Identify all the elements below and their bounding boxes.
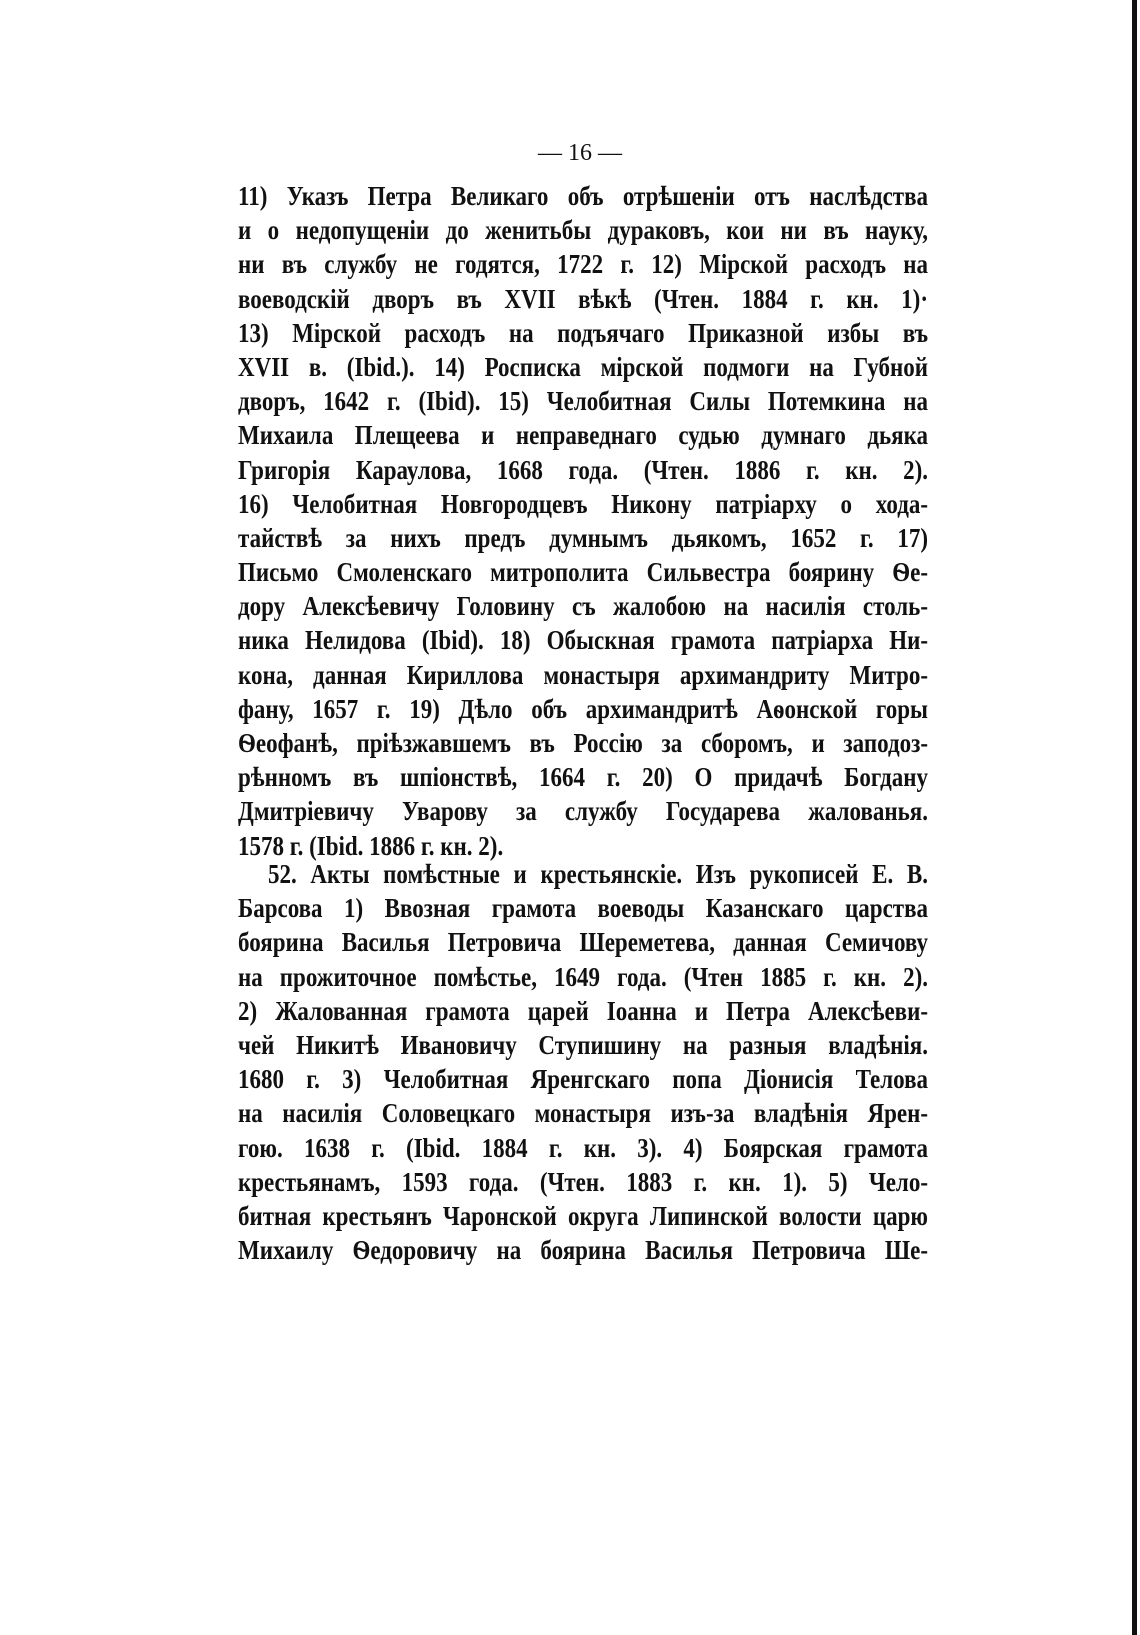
text-line: гою. 1638 г. (Ibid. 1884 г. кн. 3). 4) Боярская грамота bbox=[238, 1133, 928, 1163]
text-line: на насилія Соловецкаго монастыря изъ-за владѣнія Ярен- bbox=[238, 1098, 928, 1129]
text-line: 1680 г. 3) Челобитная Яренгскаго попа Діонисія Телова bbox=[238, 1064, 928, 1095]
text-line: дворъ, 1642 г. (Ibid). 15) Челобитная Силы Потемкина на bbox=[238, 386, 928, 417]
text-line: 2) Жалованная грамота царей Іоанна и Петра Алексѣеви- bbox=[238, 996, 928, 1026]
text-line: чей Никитѣ Ивановичу Ступишину на разныя владѣнія. bbox=[238, 1030, 928, 1061]
text-line: 13) Мірской расходъ на подъячаго Приказной избы въ bbox=[238, 318, 928, 348]
text-line: боярина Василья Петровича Шереметева, данная Семичову bbox=[238, 928, 928, 958]
text-line: Письмо Смоленскаго митрополита Сильвестра боярину Ѳе- bbox=[238, 557, 928, 588]
text-line: рѣнномъ въ шпіонствѣ, 1664 г. 20) О придачѣ Богдану bbox=[238, 762, 928, 793]
text-line: фану, 1657 г. 19) Дѣло объ архимандритѣ Аѳонской горы bbox=[238, 694, 928, 724]
text-line: XVII в. (Ibid.). 14) Росписка мірской подмоги на Губной bbox=[238, 352, 928, 383]
text-line: тайствѣ за нихъ предъ думнымъ дьякомъ, 1652 г. 17) bbox=[238, 523, 928, 554]
text-line: 11) Указъ Петра Великаго объ отрѣшеніи отъ наслѣдства bbox=[238, 181, 928, 212]
text-line: Дмитріевичу Уварову за службу Государева жалованья. bbox=[238, 797, 928, 827]
paragraph-2 bbox=[238, 858, 928, 1268]
text-line: воеводскій дворъ въ XVII вѣкѣ (Чтен. 1884 г. кн. 1)· bbox=[238, 284, 928, 314]
text-line: Михаилу Ѳедоровичу на боярина Василья Петровича Ше- bbox=[238, 1235, 928, 1266]
text-line: на прожиточное помѣстье, 1649 года. (Чтен 1885 г. кн. 2). bbox=[238, 962, 928, 992]
text-line: 16) Челобитная Новгородцевъ Никону патріарху о хода- bbox=[238, 489, 928, 519]
text-line: и о недопущеніи до женитьбы дураковъ, кои ни въ науку, bbox=[238, 215, 928, 246]
text-line: ни въ службу не годятся, 1722 г. 12) Мірской расходъ на bbox=[238, 250, 928, 280]
paragraph-1 bbox=[238, 180, 928, 864]
text-line: дору Алексѣевичу Головину съ жалобою на насилія столь- bbox=[238, 591, 928, 622]
text-line: Григорія Караулова, 1668 года. (Чтен. 1886 г. кн. 2). bbox=[238, 455, 928, 485]
text-line: битная крестьянъ Чаронской округа Липинской волости царю bbox=[238, 1201, 928, 1232]
text-line: Барсова 1) Ввозная грамота воеводы Казанскаго царства bbox=[238, 893, 928, 924]
text-line: кона, данная Кириллова монастыря архимандриту Митро- bbox=[238, 660, 928, 690]
text-line: Ѳеофанѣ, пріѣзжавшемъ въ Россію за сборомъ, и заподоз- bbox=[238, 728, 928, 759]
text-line: 52. Акты помѣстные и крестьянскіе. Изъ рукописей Е. В. bbox=[268, 859, 928, 890]
text-line: ника Нелидова (Ibid). 18) Обыскная грамота патріарха Ни- bbox=[238, 626, 928, 656]
page-number: — 16 — bbox=[538, 140, 622, 166]
text-line: Михаила Плещеева и неправеднаго судью думнаго дьяка bbox=[238, 420, 928, 451]
text-line: крестьянамъ, 1593 года. (Чтен. 1883 г. кн. 1). 5) Чело- bbox=[238, 1167, 928, 1197]
text-line: 1578 г. (Ibid. 1886 г. кн. 2). bbox=[238, 831, 504, 861]
